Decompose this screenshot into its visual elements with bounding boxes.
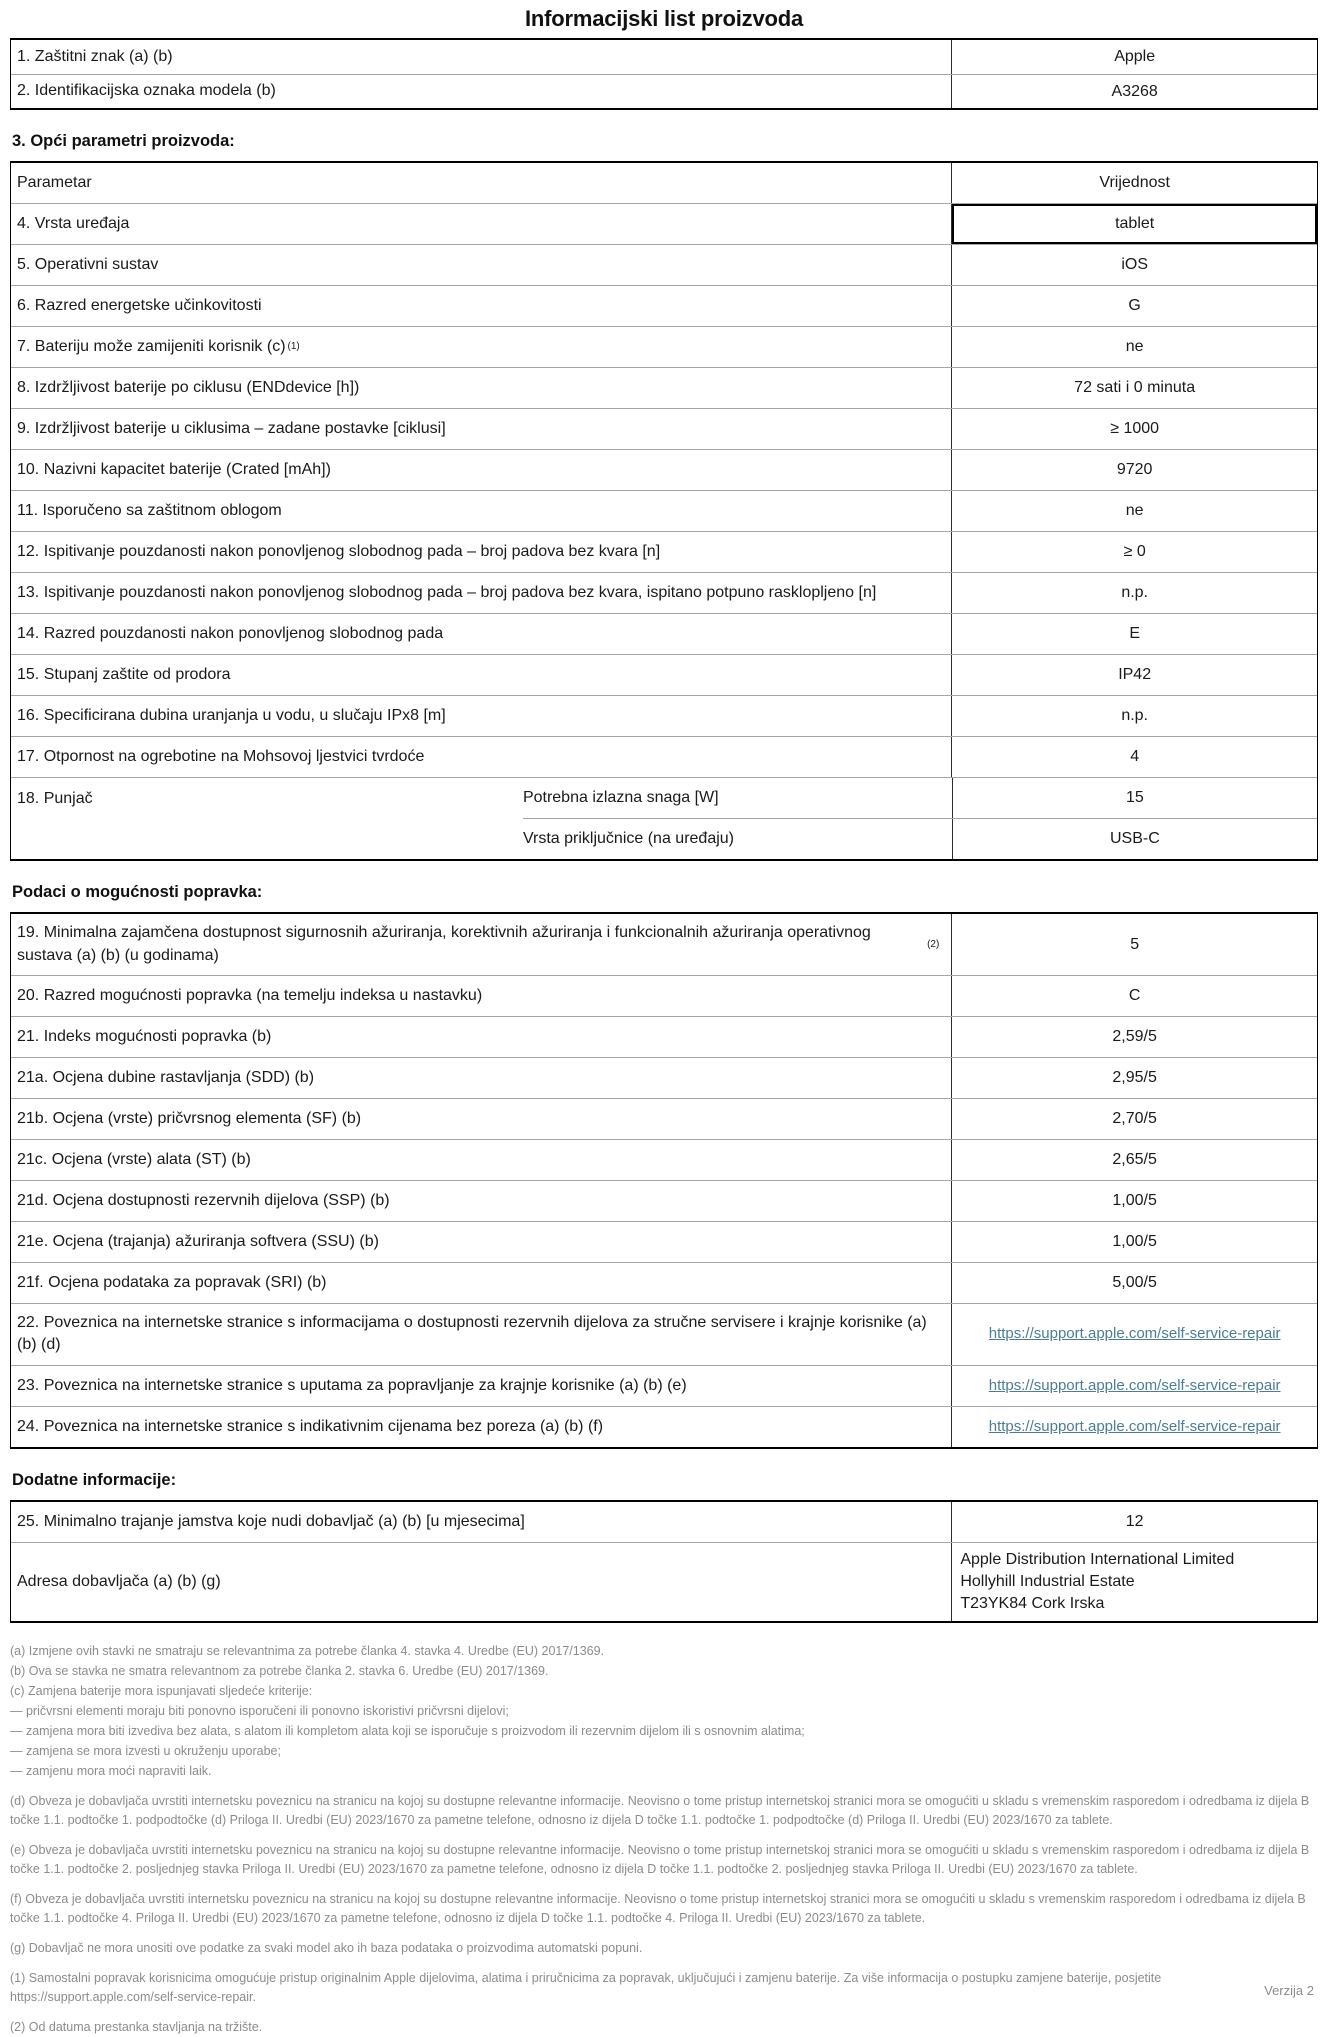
row-value-link: [951, 1407, 1317, 1447]
table-row: [11, 532, 1317, 573]
row-label-text: 19. Minimalna zajamčena dostupnost sigurnosnih ažuriranja, korektivnih ažuriranja i funkcionalnih ažuriranja operativnog sustava (a) (b) (u godinama): [17, 924, 871, 964]
row-label-text: 7. Bateriju može zamijeniti korisnik (c): [17, 337, 286, 355]
page-title: Informacijski list proizvoda: [524, 6, 804, 31]
row-value-device-type: tablet: [951, 204, 1317, 244]
footnote-g: (g) Dobavljač ne mora unositi ove podatke za svaki model ako ih baza podataka o proizvodima automatski popuni.: [10, 1940, 643, 1955]
table-row: [11, 1222, 1317, 1263]
footnote-a: (a) Izmjene ovih stavki ne smatraju se relevantnima za potrebe članka 4. stavka 4. Uredbe (EU) 2017/1369.: [10, 1643, 605, 1658]
row-label: 21c. Ocjena (vrste) alata (ST) (b): [17, 1150, 251, 1168]
row-value: C: [951, 976, 1317, 1016]
table-row: [11, 409, 1317, 450]
row-label: 5. Operativni sustav: [17, 255, 159, 273]
product-information-sheet: [0, 6, 1328, 2034]
table-row: [11, 1366, 1317, 1407]
row-label: Adresa dobavljača (a) (b) (g): [17, 1572, 221, 1590]
table-row: [11, 696, 1317, 737]
row-label: 10. Nazivni kapacitet baterije (Crated [mAh]): [17, 460, 331, 478]
table-row: [11, 1140, 1317, 1181]
row-label: 21f. Ocjena podataka za popravak (SRI) (b): [17, 1273, 327, 1291]
table-row: [11, 368, 1317, 409]
footnote-f: (f) Obveza je dobavljača uvrstiti internetsku poveznicu na stranicu na kojoj su dostupne relevantne informacije. Neovisno o tome pristup internetskoj stranici mora se omogućiti u skladu s vremenskim rasporedom i odredbama iz dijela B točke 1.1. podtočke 4. Priloga II. Uredbi (EU) 2023/1670 za pametne telefone, odnosno iz dijela D točke 1.1. podtočke 4. Priloga II. Uredbi (EU) 2023/1670 za tablete.: [10, 1891, 1306, 1925]
section-heading-general: 3. Opći parametri proizvoda:: [12, 132, 235, 151]
row-label: 19. Minimalna zajamčena dostupnost sigurnosnih ažuriranja, korektivnih ažuriranja i funkcionalnih ažuriranja operativnog sustava (a) (b) (u godinama) (2): [11, 914, 951, 975]
row-value: IP42: [951, 655, 1317, 695]
row-label: 22. Poveznica na internetske stranice s informacijama o dostupnosti rezervnih dijelova za stručne servisere i krajnje korisnike (a) (b) (d): [17, 1313, 927, 1354]
row-value: G: [951, 286, 1317, 326]
row-value: ≥ 1000: [951, 409, 1317, 449]
table-row: [11, 1017, 1317, 1058]
table-row: [11, 286, 1317, 327]
supplier-address-line: T23YK84 Cork Irska: [960, 1594, 1105, 1612]
row-label: 1. Zaštitni znak (a) (b): [17, 47, 173, 65]
row-value: 4: [951, 737, 1317, 777]
row-value: 9720: [951, 450, 1317, 490]
footnote-d: (d) Obveza je dobavljača uvrstiti internetsku poveznicu na stranicu na kojoj su dostupne relevantne informacije. Neovisno o tome pristup internetskoj stranici mora se omogućiti u skladu s vremenskim rasporedom i odredbama iz dijela B točke 1.1. podtočke 1. podpodtočke (d) Priloga II. Uredbi (EU) 2023/1670 za pametne telefone, odnosno iz dijela D točke 1.1. podtočke 1. podpodtočke (d) Priloga II. Uredbi (EU) 2023/1670 za tablete.: [10, 1793, 1310, 1827]
repair-instructions-link[interactable]: https://support.apple.com/self-service-repair: [988, 1376, 1281, 1394]
supplier-address-line: Hollyhill Industrial Estate: [960, 1572, 1135, 1590]
row-label: 7. Bateriju može zamijeniti korisnik (c) (1): [11, 327, 951, 367]
charger-subrow: [523, 818, 1317, 859]
row-value: 2,65/5: [951, 1140, 1317, 1180]
charger-subtable: [523, 778, 1317, 859]
table-row: [11, 1058, 1317, 1099]
row-value: n.p.: [951, 696, 1317, 736]
table-header-row: [11, 163, 1317, 204]
subrow-label: Potrebna izlazna snaga [W]: [522, 789, 719, 807]
row-label: 14. Razred pouzdanosti nakon ponovljenog slobodnog pada: [17, 624, 444, 642]
table-row: [11, 573, 1317, 614]
section-heading-repair: Podaci o mogućnosti popravka:: [12, 883, 263, 902]
row-value: ne: [951, 491, 1317, 531]
row-label: 9. Izdržljivost baterije u ciklusima – zadane postavke [ciklusi]: [17, 419, 446, 437]
indicative-prices-link[interactable]: https://support.apple.com/self-service-repair: [988, 1417, 1281, 1435]
row-label: 15. Stupanj zaštite od prodora: [17, 665, 231, 683]
spare-parts-link[interactable]: https://support.apple.com/self-service-repair: [988, 1325, 1281, 1343]
subrow-label: Vrsta priključnice (na uređaju): [522, 830, 734, 848]
table-row: [11, 614, 1317, 655]
row-label-charger: 18. Punjač: [17, 790, 93, 808]
table-row: [11, 40, 1317, 75]
charger-subrow: [523, 778, 1317, 818]
row-label: 4. Vrsta uređaja: [17, 214, 130, 232]
row-value: A3268: [951, 75, 1317, 109]
column-header-parametar: Parametar: [17, 173, 92, 191]
row-label: 21a. Ocjena dubine rastavljanja (SDD) (b): [17, 1068, 315, 1086]
footnote-c-item: — zamjenu mora moći napraviti laik.: [10, 1763, 212, 1778]
row-value: Apple: [951, 40, 1317, 74]
supplier-address-row: [11, 1543, 1317, 1621]
row-value: 1,00/5: [951, 1181, 1317, 1221]
table-row: [11, 1099, 1317, 1140]
table-row: [11, 204, 1317, 245]
section-heading-additional: Dodatne informacije:: [12, 1470, 177, 1489]
row-label: 2. Identifikacijska oznaka modela (b): [17, 82, 276, 100]
table-row: [11, 1263, 1317, 1304]
row-value: ≥ 0: [951, 532, 1317, 572]
footnote-e: (e) Obveza je dobavljača uvrstiti internetsku poveznicu na stranicu na kojoj su dostupne relevantne informacije. Neovisno o tome pristup internetskoj stranici mora se omogućiti u skladu s vremenskim rasporedom i odredbama iz dijela B točke 1.1. podtočke 2. posljednjeg stavka Priloga II. Uredbi (EU) 2023/1670 za pametne telefone, odnosno iz dijela D točke 1.1. podtočke 2. posljednjeg stavka Priloga II. Uredbi (EU) 2023/1670 za tablete.: [10, 1842, 1310, 1876]
row-value: ne: [951, 327, 1317, 367]
row-label: 25. Minimalno trajanje jamstva koje nudi dobavljač (a) (b) [u mjesecima]: [17, 1512, 525, 1530]
row-value: 12: [951, 1502, 1317, 1542]
subrow-value: USB-C: [952, 819, 1317, 859]
row-label: 17. Otpornost na ogrebotine na Mohsovoj ljestvici tvrdoće: [17, 747, 425, 765]
row-label: 12. Ispitivanje pouzdanosti nakon ponovljenog slobodnog pada – broj padova bez kvara [n]: [17, 542, 661, 560]
row-label: 21e. Ocjena (trajanja) ažuriranja softvera (SSU) (b): [17, 1232, 379, 1250]
row-label: 23. Poveznica na internetske stranice s uputama za popravljanje za krajnje korisnike (a) (b) (e): [17, 1376, 687, 1394]
table-row: [11, 1304, 1317, 1366]
charger-row: [11, 778, 1317, 859]
row-value: iOS: [951, 245, 1317, 285]
table-row: [11, 327, 1317, 368]
row-value: E: [951, 614, 1317, 654]
table-row: [11, 1407, 1317, 1447]
row-label: 13. Ispitivanje pouzdanosti nakon ponovljenog slobodnog pada – broj padova bez kvara, ispitano potpuno rasklopljeno [n]: [17, 583, 877, 601]
table-row: [11, 450, 1317, 491]
row-label: 6. Razred energetske učinkovitosti: [17, 296, 262, 314]
row-label: 20. Razred mogućnosti popravka (na temelju indeksa u nastavku): [17, 986, 483, 1004]
row-label: 21. Indeks mogućnosti popravka (b): [17, 1027, 272, 1045]
table-row: [11, 75, 1317, 109]
repairability-table: [10, 912, 1318, 1449]
row-label: 16. Specificirana dubina uranjanja u vodu, u slučaju IPx8 [m]: [17, 706, 446, 724]
footnote-c: (c) Zamjena baterije mora ispunjavati sljedeće kriterije:: [10, 1683, 313, 1698]
row-value: 2,70/5: [951, 1099, 1317, 1139]
row-label: 24. Poveznica na internetske stranice s indikativnim cijenama bez poreza (a) (b) (f): [17, 1417, 604, 1435]
table-row: [11, 245, 1317, 286]
identification-table: [10, 38, 1318, 110]
row-value: 72 sati i 0 minuta: [951, 368, 1317, 408]
column-header-vrijednost: Vrijednost: [951, 163, 1317, 203]
general-parameters-table: [10, 161, 1318, 861]
row-value-link: [951, 1304, 1317, 1365]
footnote-c-item: — pričvrsni elementi moraju biti ponovno isporučeni ili ponovno iskoristivi pričvrsni dijelovi;: [10, 1703, 509, 1718]
row-value-link: [951, 1366, 1317, 1406]
table-row: [11, 655, 1317, 696]
footnote-1: (1) Samostalni popravak korisnicima omogućuje pristup originalnim Apple dijelovima, alatima i priručnicima za popravak, uključujući i zamjenu baterije. Za više informacija o postupku zamjene baterije, posjetite https://support.apple.com/self-service-repair.: [10, 1970, 1162, 2004]
supplier-address-line: Apple Distribution International Limited: [960, 1550, 1235, 1568]
footnote-b: (b) Ova se stavka ne smatra relevantnom za potrebe članka 2. stavka 6. Uredbe (EU) 2017/1369.: [10, 1663, 549, 1678]
table-row: [11, 737, 1317, 778]
footnote-c-item: — zamjena se mora izvesti u okruženju uporabe;: [10, 1743, 281, 1758]
row-value: 2,59/5: [951, 1017, 1317, 1057]
version-label: Verzija 2: [1264, 1983, 1314, 1998]
row-label: 11. Isporučeno sa zaštitnom oblogom: [17, 501, 282, 519]
footnotes: [10, 1641, 1318, 2037]
footnote-2: (2) Od datuma prestanka stavljanja na tržište.: [10, 2019, 263, 2034]
table-row: [11, 1502, 1317, 1543]
table-row: [11, 976, 1317, 1017]
row-value: 2,95/5: [951, 1058, 1317, 1098]
row-value: n.p.: [951, 573, 1317, 613]
row-label: 21d. Ocjena dostupnosti rezervnih dijelova (SSP) (b): [17, 1191, 390, 1209]
subrow-value: 15: [952, 778, 1317, 818]
footnote-c-item: — zamjena mora biti izvediva bez alata, s alatom ili kompletom alata koji se isporučuje s proizvodom ili rezervnim dijelom ili s osnovnim alatima;: [10, 1723, 805, 1738]
row-label: 21b. Ocjena (vrste) pričvrsnog elementa (SF) (b): [17, 1109, 362, 1127]
row-value: 5: [951, 914, 1317, 975]
additional-information-table: [10, 1500, 1318, 1623]
table-row: [11, 491, 1317, 532]
supplier-address: [951, 1543, 1317, 1621]
table-row: [11, 1181, 1317, 1222]
row-value: 5,00/5: [951, 1263, 1317, 1303]
row-value: 1,00/5: [951, 1222, 1317, 1262]
table-row: [11, 914, 1317, 976]
row-label: 8. Izdržljivost baterije po ciklusu (ENDdevice [h]): [17, 378, 360, 396]
